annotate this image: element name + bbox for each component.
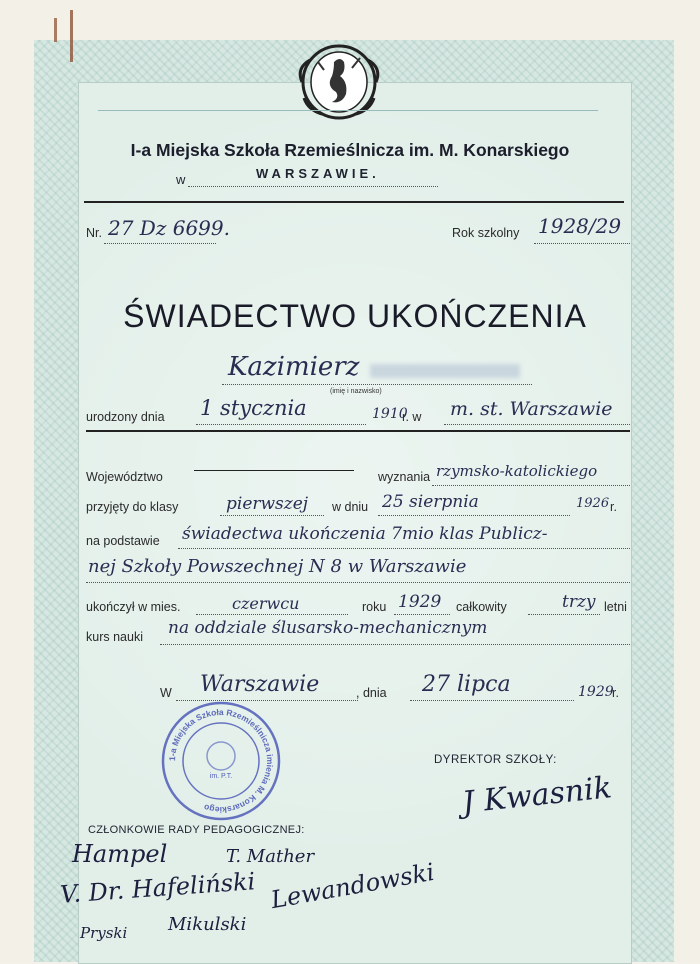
- born-label: urodzony dnia: [86, 410, 165, 424]
- on-day-label: w dniu: [332, 500, 369, 514]
- council-signature: Lewandowski: [268, 857, 437, 915]
- religion-value: rzymsko-katolickiego: [436, 462, 598, 480]
- council-label: CZŁONKOWIE RADY PEDAGOGICZNEJ:: [88, 824, 305, 836]
- school-city: WARSZAWIE.: [256, 166, 380, 181]
- city-line: [188, 186, 438, 187]
- section-divider: [86, 430, 630, 432]
- date-year: 1929: [578, 684, 614, 700]
- date-r: r.: [612, 686, 619, 700]
- year-value: 1928/29: [538, 214, 622, 238]
- voivodeship-label: Województwo: [86, 470, 163, 484]
- finished-month-line: [196, 614, 348, 615]
- student-name: Kazimierz: [228, 352, 360, 382]
- basis-line1: świadectwa ukończenia 7mio klas Publicz-: [182, 524, 548, 544]
- total-line: [528, 614, 600, 615]
- school-prefix: w: [176, 172, 186, 187]
- class-line: [220, 515, 324, 516]
- date-value: 27 lipca: [422, 672, 511, 697]
- nr-label: Nr.: [86, 226, 102, 240]
- born-year: 1910: [372, 406, 408, 422]
- certificate-title: ŚWIADECTWO UKOŃCZENIA: [123, 298, 587, 334]
- date-label: , dnia: [356, 686, 387, 700]
- admitted-date: 25 sierpnia: [382, 492, 479, 512]
- basis-line2: nej Szkoły Powszechnej N 8 w Warszawie: [88, 556, 467, 577]
- basis-line2-rule: [86, 582, 630, 583]
- council-signature: Hampel: [72, 840, 168, 868]
- rust-mark: [70, 10, 73, 62]
- council-signature: Pryski: [80, 924, 128, 942]
- year-label: Rok szkolny: [452, 226, 520, 240]
- council-signature: Mikulski: [168, 914, 247, 935]
- header-rule: [98, 110, 598, 111]
- finished-year: 1929: [398, 592, 442, 612]
- born-place: m. st. Warszawie: [450, 398, 613, 420]
- place-w-label: W: [160, 686, 172, 700]
- total-value: trzy: [562, 592, 596, 612]
- basis-label: na podstawie: [86, 534, 160, 548]
- total-label: całkowity: [456, 600, 507, 614]
- course-line: [160, 644, 630, 645]
- date-line: [410, 700, 574, 701]
- class-value: pierwszej: [226, 494, 309, 514]
- header-divider: [84, 201, 624, 203]
- name-line: [222, 384, 532, 385]
- school-stamp: [158, 698, 284, 824]
- name-caption: (imię i nazwisko): [330, 388, 382, 395]
- nr-line: [104, 243, 216, 244]
- finished-label: ukończył w mies.: [86, 600, 181, 614]
- finished-month: czerwcu: [232, 594, 300, 613]
- born-day-line: [196, 424, 366, 425]
- stamp-center: im. P.T.: [209, 773, 233, 780]
- admitted-label: przyjęty do klasy: [86, 500, 179, 514]
- course-label: kurs nauki: [86, 630, 143, 644]
- school-name: I-a Miejska Szkoła Rzemieślnicza im. M. Konarskiego: [130, 140, 570, 160]
- mermaid-crest-icon: [294, 42, 384, 124]
- born-place-line: [444, 424, 630, 425]
- religion-label: wyznania: [378, 470, 431, 484]
- born-day: 1 stycznia: [200, 396, 307, 420]
- director-label: DYREKTOR SZKOŁY:: [434, 754, 557, 766]
- voivodeship-line: [194, 470, 354, 471]
- place-value: Warszawie: [200, 672, 320, 697]
- admitted-date-line: [378, 515, 570, 516]
- religion-line: [432, 485, 630, 486]
- course-value: na oddziale ślusarsko-mechanicznym: [168, 618, 488, 638]
- admitted-year: 1926: [576, 496, 610, 511]
- yearly-label: letni: [604, 600, 627, 614]
- admitted-r: r.: [610, 500, 617, 514]
- finished-year-line: [394, 614, 450, 615]
- year-word: roku: [362, 600, 387, 614]
- council-signature: T. Mather: [226, 846, 315, 867]
- basis-line1-rule: [178, 548, 630, 549]
- stamp-text: 1-a Miejska Szkoła Rzemieślnicza imienia M. Konarskiego: [166, 706, 276, 816]
- name-redaction: [370, 364, 520, 378]
- rust-mark: [54, 18, 57, 42]
- director-signature: J Kwasnik: [460, 770, 614, 821]
- born-r-w: r. w: [402, 410, 422, 424]
- nr-value: 27 Dz 6699.: [108, 216, 230, 240]
- year-line: [534, 243, 630, 244]
- council-signature: V. Dr. Hafeliński: [59, 867, 257, 909]
